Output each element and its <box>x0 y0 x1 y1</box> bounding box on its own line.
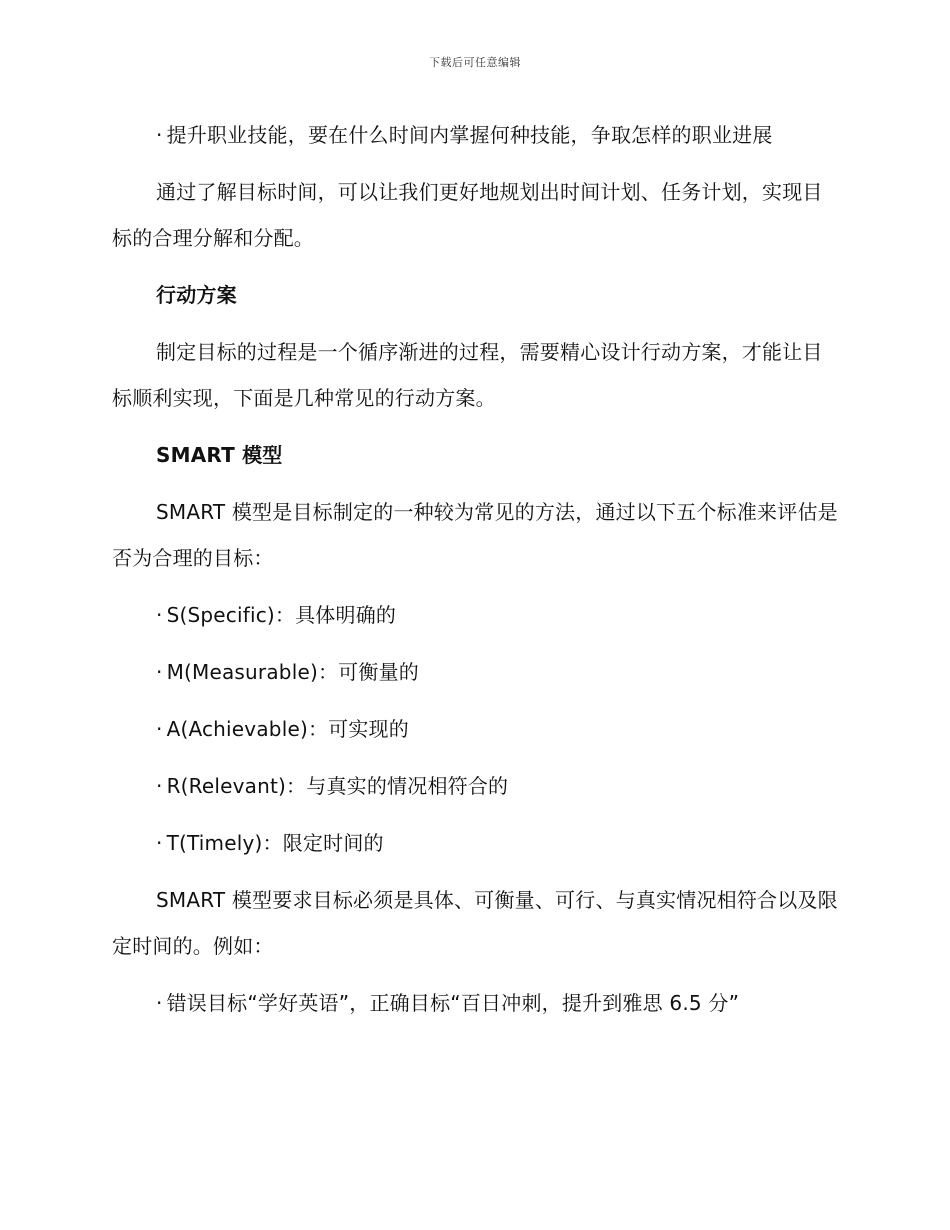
smart-item-timely <box>112 820 840 866</box>
document-body <box>112 112 840 1026</box>
bullet-dot-icon: · <box>156 660 163 684</box>
paragraph-smart-intro: SMART 模型是目标制定的一种较为常见的方法，通过以下五个标准来评估是否为合理的目标： <box>112 500 838 570</box>
bullet-dot-icon: · <box>156 123 163 147</box>
smart-item-text: A(Achievable)：可实现的 <box>166 717 409 741</box>
smart-item-measurable <box>112 649 840 695</box>
smart-item-achievable <box>112 706 840 752</box>
bullet-example <box>112 980 840 1026</box>
bullet-dot-icon: · <box>156 774 163 798</box>
bullet-example-text: 错误目标“学好英语”，正确目标“百日冲刺，提升到雅思 6.5 分” <box>166 991 740 1015</box>
bullet-career-text: 提升职业技能，要在什么时间内掌握何种技能，争取怎样的职业进展 <box>166 123 773 147</box>
smart-item-text: T(Timely)：限定时间的 <box>166 831 384 855</box>
paragraph-target-time: 通过了解目标时间，可以让我们更好地规划出时间计划、任务计划，实现目标的合理分解和分配。 <box>112 180 823 250</box>
bullet-dot-icon: · <box>156 991 163 1015</box>
smart-item-specific <box>112 592 840 638</box>
bullet-dot-icon: · <box>156 717 163 741</box>
smart-item-relevant <box>112 763 840 809</box>
heading-smart-model: SMART 模型 <box>156 443 283 467</box>
smart-item-text: S(Specific)：具体明确的 <box>166 603 397 627</box>
paragraph-smart-summary: SMART 模型要求目标必须是具体、可衡量、可行、与真实情况相符合以及限定时间的。例如： <box>112 888 838 958</box>
paragraph-action-plan: 制定目标的过程是一个循序渐进的过程，需要精心设计行动方案，才能让目标顺利实现，下面是几种常见的行动方案。 <box>112 340 823 410</box>
smart-item-text: R(Relevant)：与真实的情况相符合的 <box>166 774 509 798</box>
page-header: 下载后可任意编辑 <box>429 56 521 69</box>
bullet-dot-icon: · <box>156 603 163 627</box>
bullet-dot-icon: · <box>156 831 163 855</box>
smart-item-text: M(Measurable)：可衡量的 <box>166 660 419 684</box>
bullet-career-skills <box>112 112 840 158</box>
heading-action-plan: 行动方案 <box>156 283 237 307</box>
